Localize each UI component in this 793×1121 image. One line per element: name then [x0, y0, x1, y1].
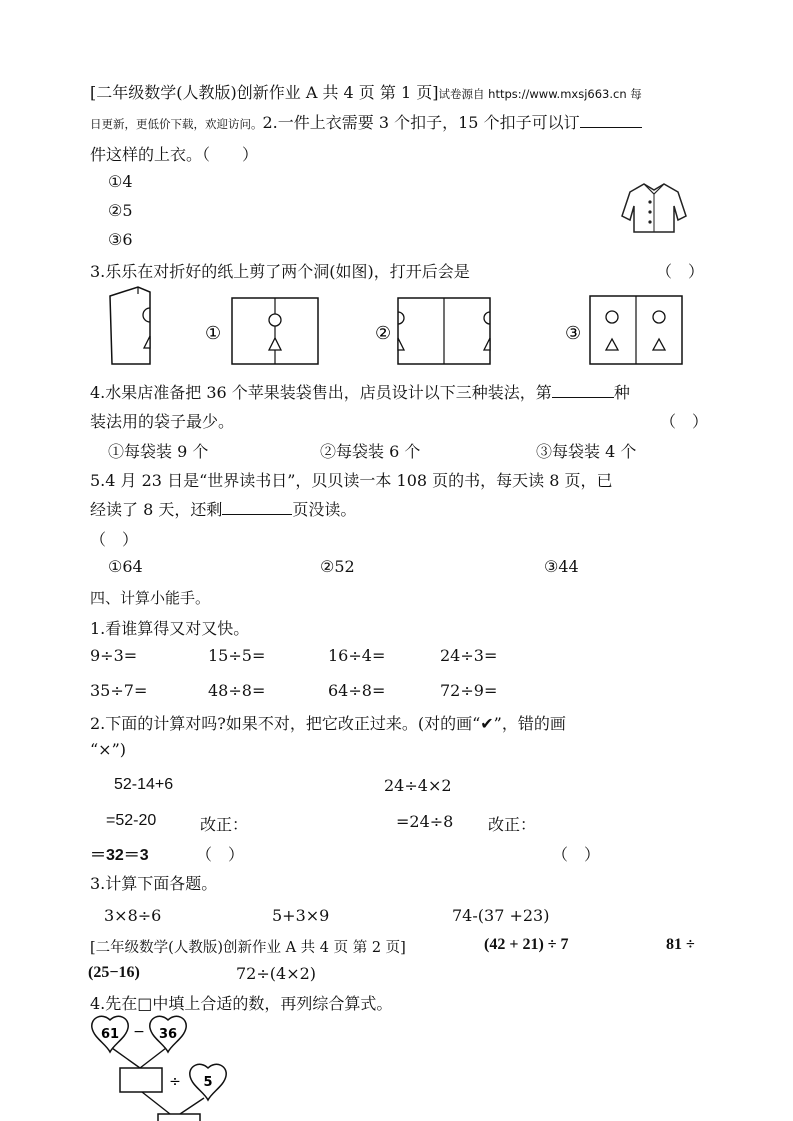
q5-text-b1: 经读了 8 天，还剩: [90, 500, 223, 519]
calcA-expr: 52-14+6: [114, 776, 174, 793]
s1-item: 15÷5=: [208, 646, 266, 665]
calcB-expr: 24÷4×2: [384, 776, 452, 795]
heart-3-value: 5: [203, 1075, 213, 1090]
folded-paper-figure: [110, 287, 150, 364]
q3-answer-paren: （ ）: [656, 262, 705, 281]
s1-item: 9÷3=: [90, 646, 138, 665]
heart-diagram: [88, 1014, 248, 1121]
calcA-step: =52-20: [106, 812, 157, 829]
q5-option-1: ①64: [108, 557, 143, 576]
page2-header: [二年级数学(人教版)创新作业 A 共 4 页 第 2 页]: [90, 940, 406, 956]
calcB-judge-paren: （ ）: [552, 845, 601, 864]
calcA-fix-label: 改正：: [200, 815, 249, 834]
q3-figures: [100, 284, 700, 368]
q2-option-1: ①4: [108, 172, 133, 191]
s3-item: 74-(37 +23): [452, 906, 550, 925]
q4-option-1: ①每袋装 9 个: [108, 442, 209, 461]
q5-text-b2: 页没读。: [292, 500, 357, 519]
jacket-illustration: [620, 180, 688, 236]
s1-item: 35÷7=: [90, 681, 148, 700]
s2-line1: 2.下面的计算对吗?如果不对，把它改正过来。(对的画“✔”，错的画: [90, 714, 566, 733]
s3-item: 72÷(4×2): [236, 964, 317, 983]
calcA-judge-paren: （ ）: [196, 845, 245, 864]
q2-text-a: 2.一件上衣需要 3 个扣子，15 个扣子可以订: [262, 113, 580, 132]
source-note-2: 日更新，更低价下载，欢迎访问。: [90, 117, 263, 131]
q4-answer-paren: （ ）: [660, 412, 709, 431]
s3-item: 3×8÷6: [104, 906, 162, 925]
s1-item: 64÷8=: [328, 681, 386, 700]
s1-item: 48÷8=: [208, 681, 266, 700]
s3-item: 5+3×9: [272, 906, 330, 925]
q5-option-2: ②52: [320, 557, 355, 576]
q4-line1: [90, 380, 630, 403]
s1-title: 1.看谁算得又对又快。: [90, 619, 250, 638]
q5-line2: [90, 497, 356, 520]
heart-2-value: 36: [158, 1027, 178, 1042]
q4-option-2: ②每袋装 6 个: [320, 442, 421, 461]
q5-option-3: ③44: [544, 557, 579, 576]
q2-blank: [580, 113, 642, 128]
q3-label-1: ①: [205, 323, 222, 344]
q2-option-3: ③6: [108, 230, 133, 249]
s3-item-bold-split: 81 ÷: [666, 936, 695, 953]
page-header: [90, 80, 642, 103]
q3-label-3: ③: [565, 323, 582, 344]
s3-title: 3.计算下面各题。: [90, 874, 218, 893]
s3-item-bold: (42 + 21) ÷ 7: [484, 936, 569, 953]
minus-sign: −: [133, 1024, 145, 1040]
q4-text-a2: 种: [613, 383, 630, 402]
q4-blank: [552, 383, 614, 398]
q2-text-b: 件这样的上衣。（ ）: [90, 145, 259, 164]
q4-text-a: 4.水果店准备把 36 个苹果装袋售出，店员设计以下三种装法，第: [90, 383, 552, 402]
q5-answer-paren: （ ）: [90, 530, 139, 549]
s4-title: 4.先在□中填上合适的数，再列综合算式。: [90, 994, 393, 1013]
q3-label-2: ②: [375, 323, 392, 344]
s3-item-bold-cont: (25−16): [88, 964, 140, 981]
divide-sign: ÷: [169, 1074, 181, 1090]
q4-option-3: ③每袋装 4 个: [536, 442, 637, 461]
header-title: [二年级数学(人教版)创新作业 A 共 4 页 第 1 页]: [90, 83, 439, 102]
s1-item: 24÷3=: [440, 646, 498, 665]
q4-text-b: 装法用的袋子最少。: [90, 412, 235, 431]
answer-box-2: [158, 1114, 200, 1121]
q2-option-2: ②5: [108, 201, 133, 220]
calcB-fix-label: 改正：: [488, 815, 537, 834]
s1-item: 16÷4=: [328, 646, 386, 665]
q2-line1: [90, 110, 642, 133]
source-note: 试卷源自 https://www.mxsj663.cn 每: [438, 87, 642, 101]
s2-line2: “×”): [90, 740, 127, 759]
q5-text-a: 5.4 月 23 日是“世界读书日”，贝贝读一本 108 页的书，每天读 8 页，已: [90, 471, 613, 490]
section4-title: 四、计算小能手。: [90, 589, 211, 607]
answer-box-1: [120, 1068, 162, 1092]
heart-1-value: 61: [100, 1027, 120, 1042]
q5-blank: [222, 500, 292, 515]
q3-text: 3.乐乐在对折好的纸上剪了两个洞(如图)，打开后会是: [90, 262, 470, 281]
calcA-result: ＝32＝3: [90, 847, 149, 864]
calcB-step: =24÷8: [396, 812, 454, 831]
s1-item: 72÷9=: [440, 681, 498, 700]
